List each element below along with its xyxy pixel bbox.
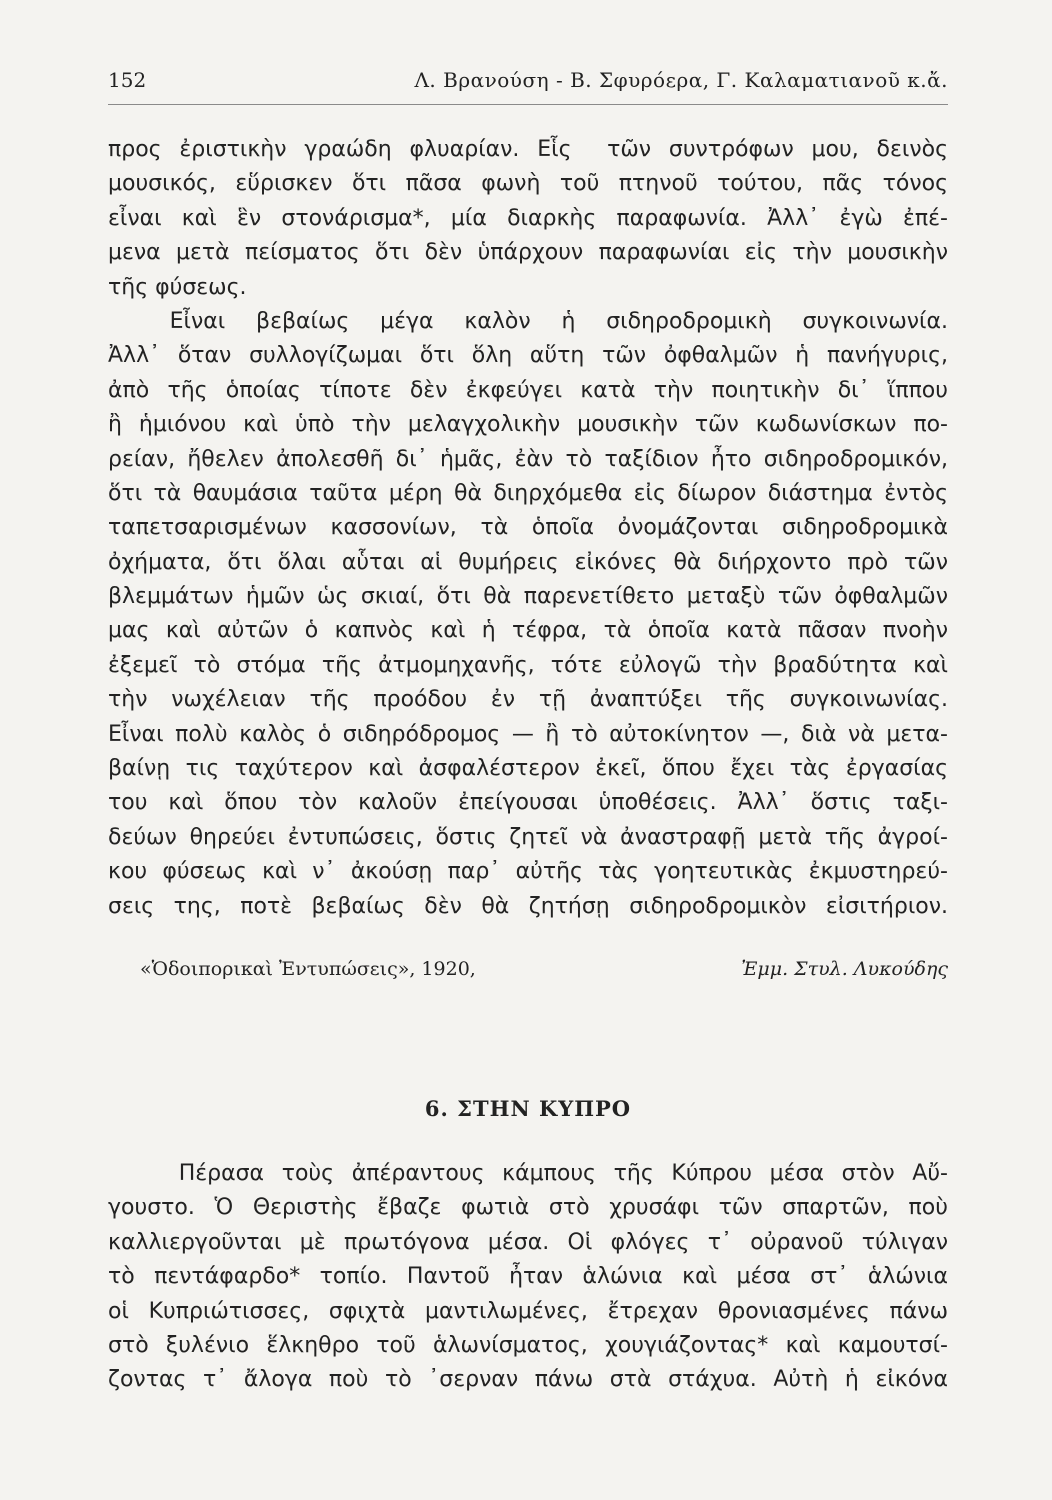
text-line: μας καὶ αὐτῶν ὁ καπνὸς καὶ ἡ τέφρα, τὰ ὁποῖα κατὰ πᾶσαν πνοὴν xyxy=(108,618,948,644)
citation xyxy=(140,958,948,988)
text-line: βλεμμάτων ἡμῶν ὡς σκιαί, ὅτι θὰ παρενετίθετο μεταξὺ τῶν ὀφθαλμῶν xyxy=(108,584,948,610)
section-1-text xyxy=(108,133,948,924)
text-line: ὅτι τὰ θαυμάσια ταῦτα μέρη θὰ διηρχόμεθα εἰς δίωρον διάστημα ἐντὸς xyxy=(108,480,948,506)
section-2-text xyxy=(108,1157,948,1398)
running-title: Λ. Βρανούση - Β. Σφυρόερα, Γ. Καλαματιανοῦ κ.ἄ. xyxy=(414,68,948,92)
text-line: του καὶ ὅπου τὸν καλοῦν ἐπείγουσαι ὑποθέσεις. Ἀλλ᾽ ὅστις ταξι- xyxy=(108,790,948,816)
text-line: Εἶναι βεβαίως μέγα καλὸν ἡ σιδηροδρομικὴ συγκοινωνία. xyxy=(108,308,948,334)
text-line: οἱ Κυπριώτισσες, σφιχτὰ μαντιλωμένες, ἔτρεχαν θρονιασμένες πάνω xyxy=(108,1298,948,1324)
text-line: τὸ πεντάφαρδο* τοπίο. Παντοῦ ἦταν ἁλώνια καὶ μέσα στ᾽ ἁλώνια xyxy=(108,1264,948,1290)
page-header xyxy=(108,66,948,106)
text-line: μουσικός, εὕρισκεν ὅτι πᾶσα φωνὴ τοῦ πτηνοῦ τούτου, πᾶς τόνος xyxy=(108,171,948,197)
text-line: προς ἐριστικὴν γραώδη φλυαρίαν. Εἷς τῶν συντρόφων μου, δεινὸς xyxy=(108,137,948,162)
text-line: Εἶναι πολὺ καλὸς ὁ σιδηρόδρομος — ἢ τὸ αὐτοκίνητον —, διὰ νὰ μετα- xyxy=(108,721,948,747)
text-line: μενα μετὰ πείσματος ὅτι δὲν ὑπάρχουν παραφωνίαι εἰς τὴν μουσικὴν xyxy=(108,240,948,266)
text-line: σεις της, ποτὲ βεβαίως δὲν θὰ ζητήσῃ σιδηροδρομικὸν εἰσιτήριον. xyxy=(108,893,948,919)
text-line: κου φύσεως καὶ ν᾽ ἀκούσῃ παρ᾽ αὐτῆς τὰς γοητευτικὰς ἐκμυστηρεύ- xyxy=(108,859,948,885)
text-line: εἶναι καὶ ἓν στονάρισμα*, μία διαρκὴς παραφωνία. Ἀλλ᾽ ἐγὼ ἐπέ- xyxy=(108,205,948,231)
text-line: ἐξεμεῖ τὸ στόμα τῆς ἀτμομηχανῆς, τότε εὐλογῶ τὴν βραδύτητα καὶ xyxy=(108,652,948,678)
text-line: βαίνῃ τις ταχύτερον καὶ ἀσφαλέστερον ἐκεῖ, ὅπου ἔχει τὰς ἐργασίας xyxy=(108,756,948,782)
citation-source: «Ὁδοιπορικαὶ Ἐντυπώσεις», 1920, xyxy=(140,958,476,980)
text-line: ἀπὸ τῆς ὁποίας τίποτε δὲν ἐκφεύγει κατὰ τὴν ποιητικὴν δι᾽ ἵππου xyxy=(108,377,948,403)
citation-author: Ἐμμ. Στυλ. Λυκούδης xyxy=(741,958,948,980)
text-line: τὴν νωχέλειαν τῆς προόδου ἐν τῇ ἀναπτύξει τῆς συγκοινωνίας. xyxy=(108,687,948,713)
text-line: στὸ ξυλένιο ἕλκηθρο τοῦ ἁλωνίσματος, χουγιάζοντας* καὶ καμουτσί- xyxy=(108,1332,948,1358)
text-line: γουστο. Ὁ Θεριστὴς ἔβαζε φωτιὰ στὸ χρυσάφι τῶν σπαρτῶν, ποὺ xyxy=(108,1195,948,1221)
text-line: τῆς φύσεως. xyxy=(108,274,247,300)
text-line: καλλιεργοῦνται μὲ πρωτόγονα μέσα. Οἱ φλόγες τ᾽ οὐρανοῦ τύλιγαν xyxy=(108,1229,948,1255)
text-line: Ἀλλ᾽ ὅταν συλλογίζωμαι ὅτι ὅλη αὕτη τῶν ὀφθαλμῶν ἡ πανήγυρις, xyxy=(108,343,948,369)
text-line: ζοντας τ᾽ ἄλογα ποὺ τὸ ᾽σερναν πάνω στὰ στάχυα. Αὐτὴ ἡ εἰκόνα xyxy=(108,1367,948,1393)
page-number: 152 xyxy=(108,68,147,92)
text-line: ρείαν, ἤθελεν ἀπολεσθῆ δι᾽ ἡμᾶς, ἐὰν τὸ ταξίδιον ἦτο σιδηροδρομικόν, xyxy=(108,446,948,472)
text-line: δεύων θηρεύει ἐντυπώσεις, ὅστις ζητεῖ νὰ ἀναστραφῇ μετὰ τῆς ἀγροί- xyxy=(108,824,948,850)
text-line: ὀχήματα, ὅτι ὅλαι αὗται αἱ θυμήρεις εἰκόνες θὰ διήρχοντο πρὸ τῶν xyxy=(108,549,948,575)
section-heading: 6. ΣΤΗΝ ΚΥΠΡΟ xyxy=(424,1096,632,1121)
header-rule xyxy=(108,104,948,105)
text-line: Πέρασα τοὺς ἀπέραντους κάμπους τῆς Κύπρου μέσα στὸν Αὔ- xyxy=(108,1161,948,1186)
text-line: ταπετσαρισμένων κασσονίων, τὰ ὁποῖα ὀνομάζονται σιδηροδρομικὰ xyxy=(108,515,948,541)
text-line: ἢ ἡμιόνου καὶ ὑπὸ τὴν μελαγχολικὴν μουσικὴν τῶν κωδωνίσκων πο- xyxy=(108,412,948,438)
